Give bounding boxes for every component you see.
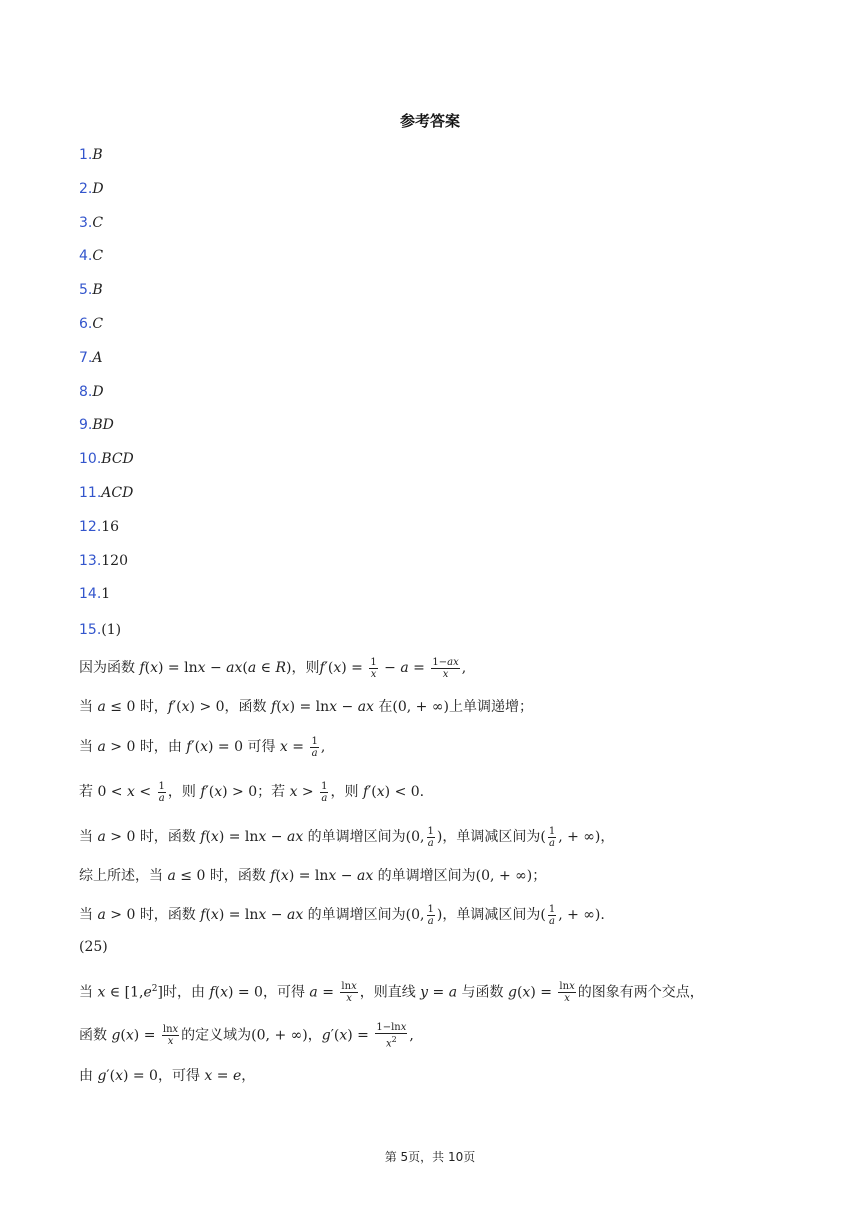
list-item: 8.D [79,383,104,400]
solution-line: 当 a > 0 时，函数 f(x) = lnx − ax 的单调增区间为(0, $\frac{1}{a}$ )，单调减区间为( $\frac{1}{a}$ , + ∞). [79,903,605,927]
solution-line: 当 a > 0 时，由 f′(x) = 0 可得 x = $\frac{1}{a}$ , [79,735,326,759]
list-item: 14.1 [79,586,111,603]
q15-header: 15.(1) [79,622,122,638]
list-item: 13.120 [79,552,128,569]
list-item: 4.C [79,248,104,265]
solution-line: 当 a ≤ 0 时，f′(x) > 0，函数 f(x) = lnx − ax 在(0, + ∞)上单调递增； [79,699,533,715]
list-item: 3.C [79,214,104,231]
solution-line: 综上所述，当 a ≤ 0 时，函数 f(x) = lnx − ax 的单调增区间为(0, + ∞)； [79,868,547,884]
page-title: 参考答案 [399,112,460,130]
solution-line: 若 0 < x < $\frac{1}{a}$ ，则 f′(x) > 0；若 x > $\frac{1}{a}$ ，则 f′(x) < 0. [79,780,425,804]
list-item: 7.A [79,349,103,366]
solution-line: 由 g′(x) = 0，可得 x = e， [79,1068,256,1084]
list-item: 2.D [79,180,104,197]
list-item: 11.ACD [79,484,134,501]
answer-list [79,144,779,617]
solution-line: 函数 g(x) = $\frac{\ln x}{x}$ 的定义域为(0, + ∞)，g′(x) = $\frac{1-\ln x}{x^2}$ , [79,1022,414,1050]
page-footer: 第 5页，共 10页 [384,1150,476,1164]
part-label: (25) [79,939,108,955]
list-item: 9.BD [79,417,114,434]
solution-line: 当 x ∈ $[1,e^2]$时，由 f(x) = 0，可得 a = $\frac{\ln x}{x}$ ，则直线 y = a 与函数 g(x) = $\frac{\ln x}{x}$ 的图象有两个交点， [79,981,704,1005]
solution-line: 当 a > 0 时，函数 f(x) = lnx − ax 的单调增区间为(0, $\frac{1}{a}$ )，单调减区间为( $\frac{1}{a}$ , + ∞)， [79,825,615,849]
list-item: 12.16 [79,518,120,535]
list-item: 6.C [79,315,104,332]
list-item: 5.B [79,282,103,299]
list-item: 10.BCD [79,451,134,468]
list-item: 1.B [79,147,103,163]
solution-line: 因为函数 f(x) = lnx − ax(a ∈ R)，则f′(x) = $\frac{1}{x}$ − a = $\frac{1-ax}{x}$ , [79,656,467,680]
